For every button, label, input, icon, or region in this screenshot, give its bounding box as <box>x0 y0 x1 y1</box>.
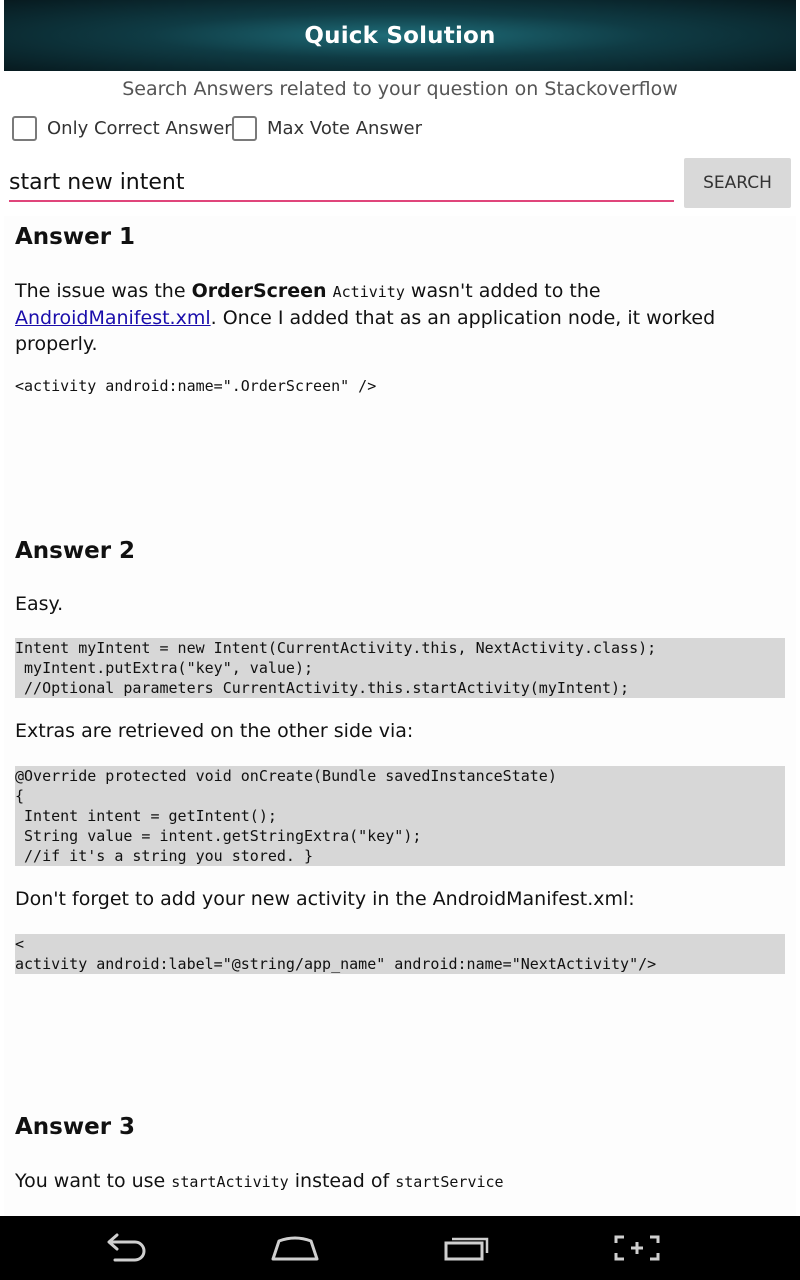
only-correct-option[interactable] <box>12 116 232 141</box>
app-title: Quick Solution <box>304 22 496 49</box>
answer-1-code: <activity android:name=".OrderScreen" /> <box>15 377 377 395</box>
screenshot-icon <box>612 1233 662 1263</box>
answer-1-text <box>15 278 785 357</box>
app-title-bar <box>4 0 796 71</box>
max-vote-option[interactable] <box>232 116 422 141</box>
recent-apps-button[interactable] <box>421 1226 511 1270</box>
answer-3-heading: Answer 3 <box>15 1114 136 1140</box>
answer-1-heading: Answer 1 <box>15 224 136 250</box>
answer-2-text-3: Don't forget to add your new activity in the AndroidManifest.xml: <box>15 888 635 910</box>
answer-2-text-2: Extras are retrieved on the other side via: <box>15 720 414 742</box>
back-icon <box>101 1233 149 1263</box>
max-vote-checkbox[interactable] <box>232 116 257 141</box>
answers-list[interactable] <box>4 216 796 1216</box>
answer-1-text-e: . Once I added that as an application node, it worked properly. <box>15 307 716 355</box>
answer-2-code-1: Intent myIntent = new Intent(CurrentActivity.this, NextActivity.class); myIntent.putExtra("key", value); //Optional parameters CurrentActivity.this.startActivity(myIntent); <box>15 638 785 698</box>
back-button[interactable] <box>80 1226 170 1270</box>
system-nav-bar <box>0 1216 800 1280</box>
search-subtitle: Search Answers related to your question on Stackoverflow <box>122 78 678 100</box>
answer-2-code-3: < activity android:label="@string/app_name" android:name="NextActivity"/> <box>15 934 785 974</box>
max-vote-label[interactable]: Max Vote Answer <box>267 118 423 139</box>
answer-2-heading: Answer 2 <box>15 538 136 564</box>
home-icon <box>269 1233 321 1263</box>
home-button[interactable] <box>250 1226 340 1270</box>
answer-2-text-1: Easy. <box>15 593 64 615</box>
answer-1-activity-code: Activity <box>332 283 405 301</box>
screenshot-button[interactable] <box>592 1226 682 1270</box>
answer-3-text-c: instead of <box>288 1170 396 1192</box>
answer-3-text <box>15 1168 785 1195</box>
answer-2-code-2: @Override protected void onCreate(Bundle savedInstanceState) { Intent intent = getIntent(); String value = intent.getStringExtra("key"); //if it's a string you stored. } <box>15 766 785 866</box>
only-correct-label[interactable]: Only Correct Answer <box>47 118 232 139</box>
answer-1-text-a: The issue was the <box>15 280 192 302</box>
only-correct-checkbox[interactable] <box>12 116 37 141</box>
answer-3-startservice: startService <box>395 1173 504 1191</box>
answer-3-startactivity: startActivity <box>171 1173 289 1191</box>
search-button[interactable]: SEARCH <box>684 158 791 208</box>
search-input[interactable] <box>9 164 674 202</box>
answer-1-text-d: wasn't added to the <box>404 280 601 302</box>
answer-1-manifest-link[interactable]: AndroidManifest.xml <box>15 307 211 329</box>
recent-apps-icon <box>441 1233 491 1263</box>
answer-3-text-a: You want to use <box>15 1170 172 1192</box>
answer-1-orderscreen: OrderScreen <box>191 280 327 302</box>
